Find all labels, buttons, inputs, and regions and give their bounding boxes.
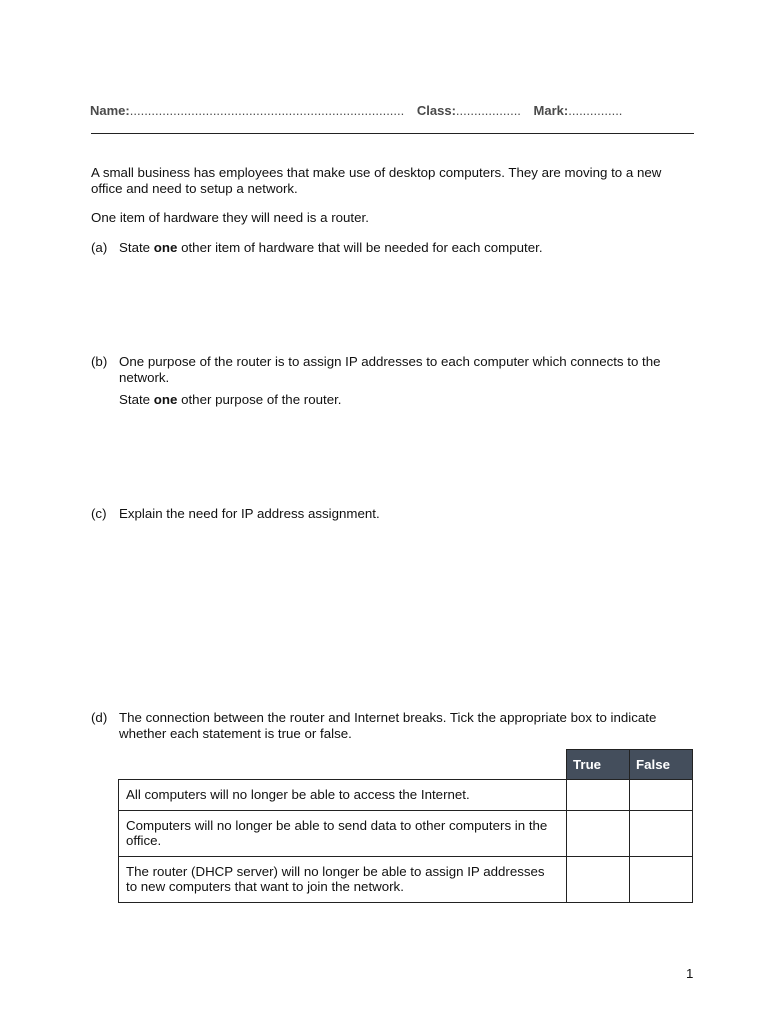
name-field[interactable]: ............................................................................: [129, 103, 405, 118]
student-details-header: [90, 103, 622, 118]
intro-paragraph: A small business has employees that make use of desktop computers. They are moving to a new office and need to setup a network.: [91, 165, 662, 196]
mark-label: Mark:: [533, 103, 569, 118]
table-header-blank: [119, 750, 567, 780]
intro-router-sentence: One item of hardware they will need is a router.: [91, 210, 369, 225]
false-tick-box[interactable]: [630, 810, 693, 856]
class-label: Class:: [416, 103, 456, 118]
table-header-row: [119, 750, 693, 780]
table-row: [119, 780, 693, 811]
page-number: 1: [686, 966, 694, 981]
false-column-header: False: [630, 750, 693, 780]
true-tick-box[interactable]: [567, 780, 630, 811]
question-a-label: (a): [91, 240, 108, 255]
name-label: Name:: [90, 103, 130, 118]
false-tick-box[interactable]: [630, 856, 693, 902]
question-c-text: Explain the need for IP address assignment.: [119, 506, 380, 521]
question-d-label: (d): [91, 710, 108, 725]
table-row: [119, 856, 693, 902]
true-tick-box[interactable]: [567, 856, 630, 902]
class-field[interactable]: ..................: [455, 103, 521, 118]
header-divider: [91, 133, 694, 134]
question-d-text: The connection between the router and Internet breaks. Tick the appropriate box to indicate whether each statement is true or false.: [119, 710, 657, 741]
question-b-label: (b): [91, 354, 108, 369]
question-c-label: (c): [91, 506, 107, 521]
false-tick-box[interactable]: [630, 780, 693, 811]
statement-cell: Computers will no longer be able to send data to other computers in the office.: [119, 810, 567, 856]
table-row: [119, 810, 693, 856]
question-b-instruction: State one other purpose of the router.: [119, 392, 342, 407]
true-tick-box[interactable]: [567, 810, 630, 856]
question-a-text: State one other item of hardware that will be needed for each computer.: [119, 240, 543, 255]
statement-cell: The router (DHCP server) will no longer be able to assign IP addresses to new computers that want to join the network.: [119, 856, 567, 902]
statement-cell: All computers will no longer be able to access the Internet.: [119, 780, 567, 811]
question-b-text: One purpose of the router is to assign IP addresses to each computer which connects to the network.: [119, 354, 661, 385]
true-false-table: [118, 749, 693, 903]
true-column-header: True: [567, 750, 630, 780]
mark-field[interactable]: ...............: [568, 103, 623, 118]
